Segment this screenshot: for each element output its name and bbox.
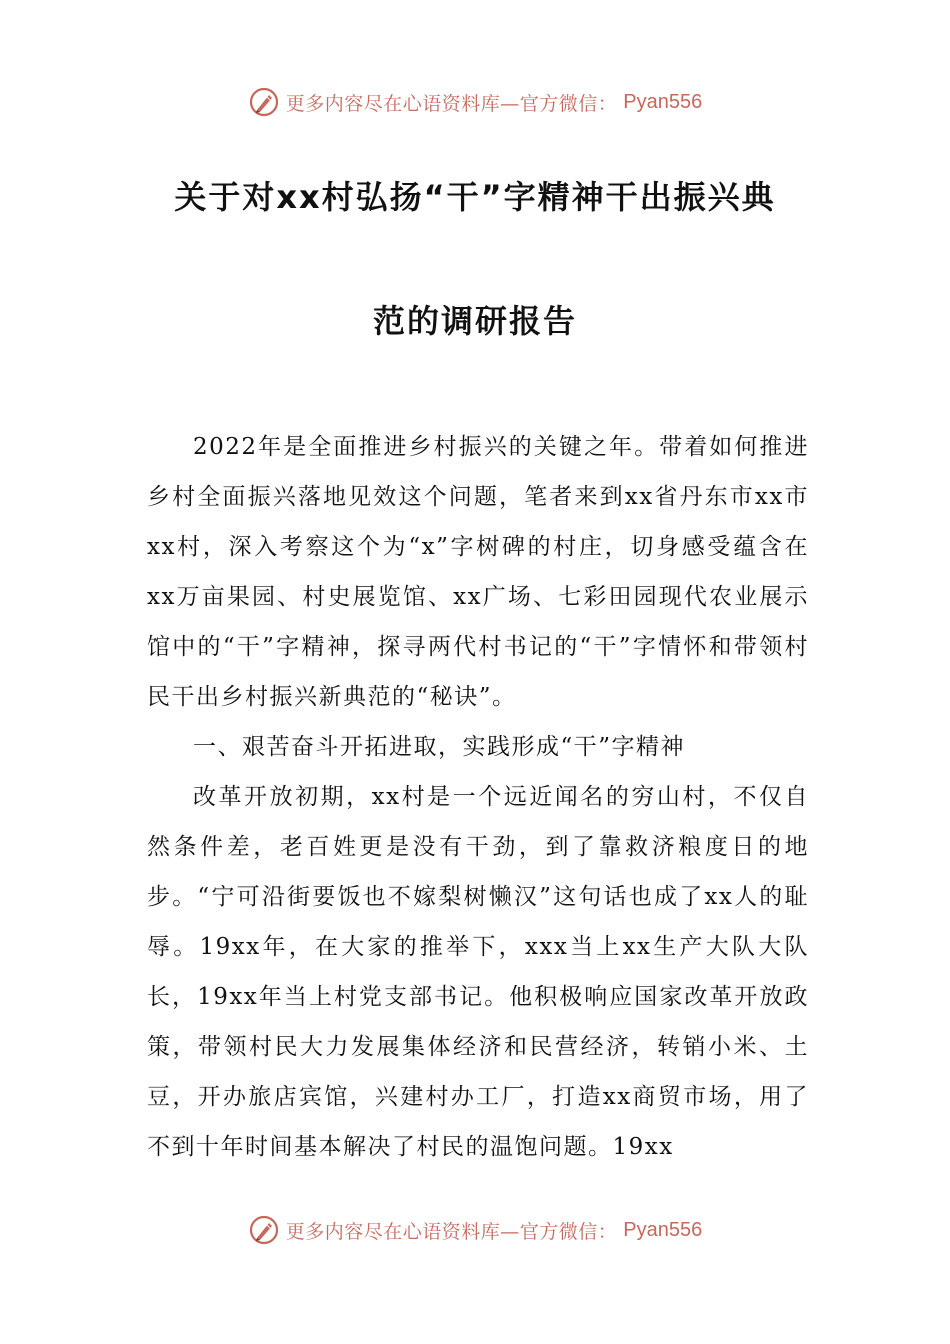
section-heading: 一、艰苦奋斗开拓进取，实践形成“干”字精神	[193, 734, 686, 760]
body-paragraph: 改革开放初期，xx村是一个远近闻名的穷山村，不仅自然条件差，老百姓更是没有干劲，到了靠救济粮度日的地步。“宁可沿街要饭也不嫁梨树懒汉”这句话也成了xx人的耻辱。19xx年，在大家的推举下，xxx当上xx生产大队大队长，19xx年当上村党支部书记。他积极响应国家改革开放政策，带领村民大力发展集体经济和民营经济，转销小米、土豆，开办旅店宾馆，兴建村办工厂，打造xx商贸市场，用了不到十年时间基本解决了村民的温饱问题。19xx	[147, 784, 809, 1160]
body-paragraph: 2022年是全面推进乡村振兴的关键之年。带着如何推进乡村全面振兴落地见效这个问题，笔者来到xx省丹东市xx市xx村，深入考察这个为“x”字树碑的村庄，切身感受蕴含在xx万亩果园、村史展览馆、xx广场、七彩田园现代农业展示馆中的“干”字精神，探寻两代村书记的“干”字情怀和带领村民干出乡村振兴新典范的“秘诀”。	[147, 434, 809, 710]
watermark-handle: Pyan556	[623, 90, 703, 113]
watermark-text: 更多内容尽在心语资料库—官方微信：	[285, 1220, 618, 1243]
document-title-line-2: 范的调研报告	[372, 302, 577, 340]
pen-logo-icon	[248, 86, 280, 118]
pen-logo-icon	[248, 1214, 280, 1246]
document-body	[147, 422, 809, 1172]
watermark-footer	[0, 1210, 950, 1250]
watermark-header	[0, 82, 950, 122]
watermark-handle: Pyan556	[623, 1218, 703, 1241]
watermark-text: 更多内容尽在心语资料库—官方微信：	[285, 92, 618, 115]
document-title-line-1: 关于对xx村弘扬“干”字精神干出振兴典	[174, 178, 776, 216]
